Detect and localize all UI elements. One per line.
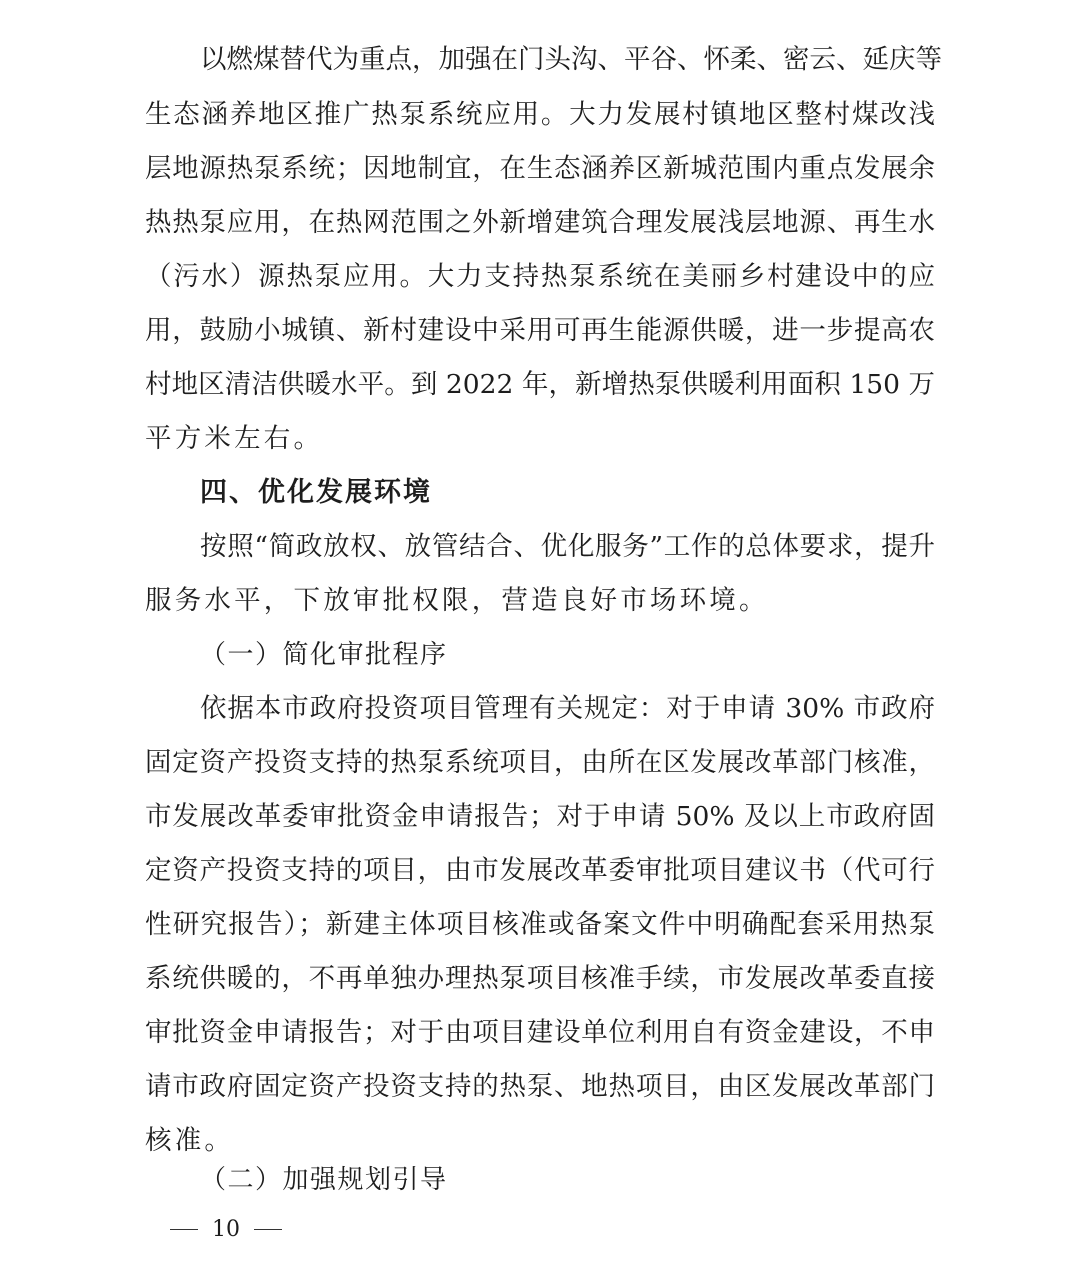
footer-dash-right — [254, 1229, 282, 1230]
paragraph-line: 生态涵养地区推广热泵系统应用。大力发展村镇地区整村煤改浅 — [145, 99, 935, 130]
paragraph-line: 村地区清洁供暖水平。到 2022 年，新增热泵供暖利用面积 150 万 — [145, 369, 935, 400]
paragraph-line: 层地源热泵系统；因地制宜，在生态涵养区新城范围内重点发展余 — [145, 153, 935, 184]
paragraph-line: 用，鼓励小城镇、新村建设中采用可再生能源供暖，进一步提高农 — [145, 315, 935, 346]
paragraph-line: 热热泵应用，在热网范围之外新增建筑合理发展浅层地源、再生水 — [145, 207, 935, 238]
subsection-heading: （二）加强规划引导 — [200, 1165, 448, 1195]
paragraph-line: 固定资产投资支持的热泵系统项目，由所在区发展改革部门核准， — [145, 747, 935, 778]
paragraph-line: 请市政府固定资产投资支持的热泵、地热项目，由区发展改革部门 — [145, 1071, 935, 1102]
paragraph-line: 以燃煤替代为重点，加强在门头沟、平谷、怀柔、密云、延庆等 — [200, 44, 942, 75]
paragraph-line: 核准。 — [145, 1125, 235, 1156]
paragraph-line: 审批资金申请报告；对于由项目建设单位利用自有资金建设，不申 — [145, 1017, 935, 1048]
page-number: 10 — [212, 1216, 240, 1242]
paragraph-line: （污水）源热泵应用。大力支持热泵系统在美丽乡村建设中的应 — [145, 261, 935, 292]
paragraph-line: 定资产投资支持的项目，由市发展改革委审批项目建议书（代可行 — [145, 855, 935, 886]
paragraph-line: 服务水平，下放审批权限，营造良好市场环境。 — [145, 585, 769, 616]
paragraph-line: 性研究报告）；新建主体项目核准或备案文件中明确配套采用热泵 — [145, 909, 935, 940]
paragraph-line: 平方米左右。 — [145, 423, 324, 454]
paragraph-line: 系统供暖的，不再单独办理热泵项目核准手续，市发展改革委直接 — [145, 963, 935, 994]
paragraph-line: 市发展改革委审批资金申请报告；对于申请 50% 及以上市政府固 — [145, 801, 935, 832]
paragraph-line: 依据本市政府投资项目管理有关规定：对于申请 30% 市政府 — [200, 693, 935, 724]
paragraph-line: 按照“简政放权、放管结合、优化服务”工作的总体要求，提升 — [200, 531, 935, 562]
page-footer — [170, 1212, 282, 1246]
footer-dash-left — [170, 1229, 198, 1230]
subsection-heading: （一）简化审批程序 — [200, 640, 448, 670]
section-heading: 四、优化发展环境 — [200, 477, 432, 508]
